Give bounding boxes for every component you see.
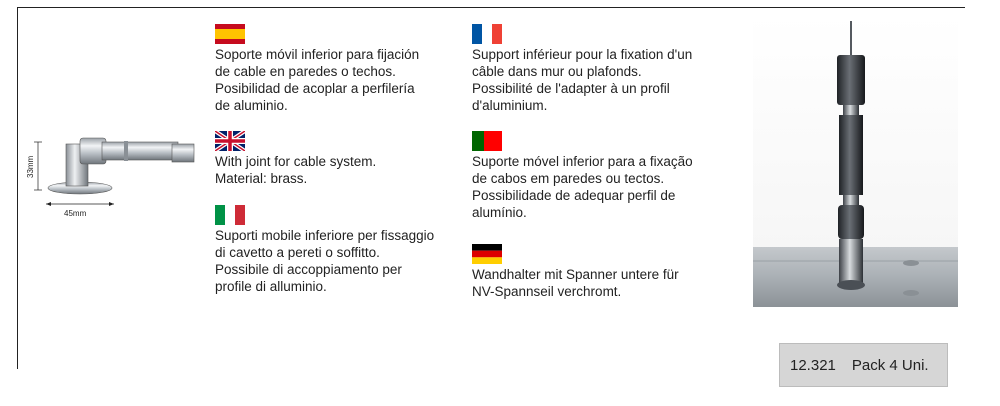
pack-quantity: Pack 4 Uni. — [851, 356, 929, 374]
text-line: Support inférieur pour la fixation d'un — [472, 47, 693, 62]
text-line: Soporte móvil inferior para fijación — [215, 47, 420, 62]
text-line: Material: brass. — [215, 171, 308, 186]
text-line: profile di alluminio. — [215, 279, 327, 294]
text-line: Possibilidade de adequar perfil de — [472, 188, 676, 203]
text-line: NV-Spannseil verchromt. — [472, 284, 622, 299]
description-italian — [215, 205, 449, 295]
text-line: alumínio. — [472, 205, 527, 220]
text-line: Possibile di accoppiamento per — [215, 262, 402, 277]
text-line: With joint for cable system. — [215, 154, 377, 169]
product-code: 12.321 — [790, 356, 836, 374]
germany-flag-icon — [472, 244, 502, 264]
text-line: Possibilité de l'adapter à un profil — [472, 81, 670, 96]
frame-top-border — [17, 7, 965, 8]
uk-flag-icon — [215, 131, 245, 151]
product-code-box — [779, 343, 948, 387]
description-portuguese — [472, 131, 729, 221]
text-line: de cabos em paredes ou tectos. — [472, 171, 665, 186]
description-french — [472, 24, 729, 114]
portugal-flag-icon — [472, 131, 502, 151]
frame-left-border — [17, 7, 18, 369]
text-line: di cavetto a pereti o soffitto. — [215, 245, 380, 260]
description-german — [472, 244, 729, 300]
description-spanish — [215, 24, 449, 114]
height-dimension-label: 33mm — [26, 155, 35, 178]
part-drawing — [22, 128, 212, 228]
product-photo — [753, 15, 958, 307]
text-line: Suporte móvel inferior para a fixação — [472, 154, 693, 169]
text-line: de cable en paredes o techos. — [215, 64, 396, 79]
spain-flag-icon — [215, 24, 245, 44]
text-line: câble dans mur ou plafonds. — [472, 64, 642, 79]
text-line: Suporti mobile inferiore per fissaggio — [215, 228, 435, 243]
text-line: Wandhalter mit Spanner untere für — [472, 267, 679, 282]
text-line: Posibilidad de acoplar a perfilería — [215, 81, 415, 96]
italy-flag-icon — [215, 205, 245, 225]
france-flag-icon — [472, 24, 502, 44]
text-line: de aluminio. — [215, 98, 288, 113]
description-english — [215, 131, 449, 187]
width-dimension-label: 45mm — [64, 209, 87, 218]
text-line: d'aluminium. — [472, 98, 548, 113]
